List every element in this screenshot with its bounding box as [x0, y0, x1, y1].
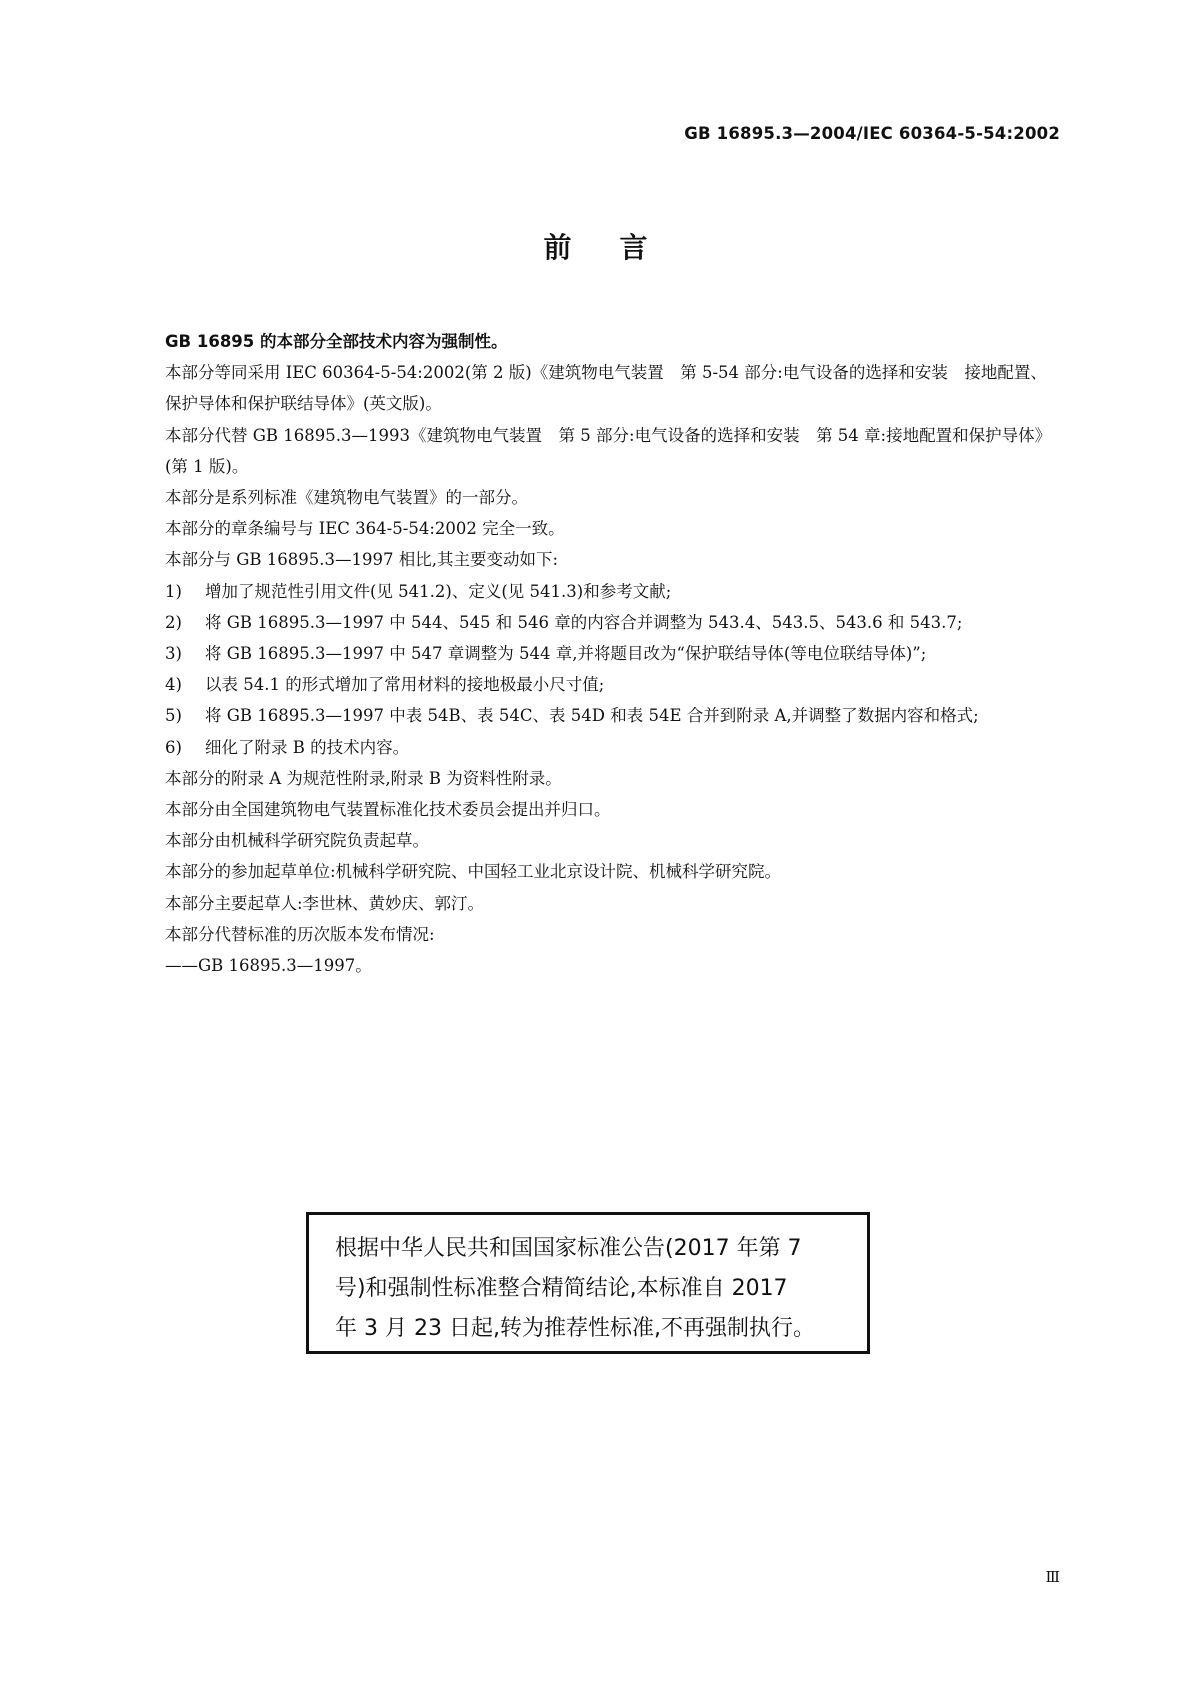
- history-item: ——GB 16895.3—1997。: [165, 956, 372, 976]
- changes-intro: 本部分与 GB 16895.3—1997 相比,其主要变动如下:: [165, 550, 559, 570]
- list-item-text: 以表 54.1 的形式增加了常用材料的接地极最小尺寸值;: [205, 675, 605, 695]
- participants-paragraph: 本部分的参加起草单位:机械科学研究院、中国轻工业北京设计院、机械科学研究院。: [165, 862, 782, 882]
- annex-paragraph: 本部分的附录 A 为规范性附录,附录 B 为资料性附录。: [165, 768, 562, 788]
- list-item-number: 5): [165, 706, 182, 726]
- list-item: [165, 732, 1063, 763]
- list-item: [165, 669, 1063, 700]
- standard-code-header: GB 16895.3—2004/IEC 60364-5-54:2002: [684, 124, 1060, 143]
- foreword-body: [165, 326, 1063, 981]
- notice-line: 号)和强制性标准整合精简结论,本标准自 2017: [335, 1276, 788, 1301]
- list-item: [165, 576, 1063, 607]
- list-item-text: 将 GB 16895.3—1997 中 547 章调整为 544 章,并将题目改为“保护联结导体(等电位联结导体)”;: [205, 644, 927, 664]
- drafter-paragraph: 本部分由机械科学研究院负责起草。: [165, 831, 429, 851]
- authors-paragraph: 本部分主要起草人:李世林、黄妙庆、郭汀。: [165, 893, 485, 913]
- mandatory-statement: GB 16895 的本部分全部技术内容为强制性。: [165, 332, 508, 351]
- notice-line: 年 3 月 23 日起,转为推荐性标准,不再强制执行。: [335, 1316, 815, 1341]
- list-item-number: 2): [165, 612, 182, 632]
- list-item-text: 将 GB 16895.3—1997 中 544、545 和 546 章的内容合并调整为 543.4、543.5、543.6 和 543.7;: [205, 612, 963, 632]
- list-item-text: 细化了附录 B 的技术内容。: [205, 737, 410, 757]
- page-title: 前言: [543, 231, 696, 264]
- list-item: [165, 700, 1063, 731]
- numbering-paragraph: 本部分的章条编号与 IEC 364-5-54:2002 完全一致。: [165, 519, 565, 539]
- list-item-text: 增加了规范性引用文件(见 541.2)、定义(见 541.3)和参考文献;: [205, 581, 672, 601]
- list-item-number: 6): [165, 737, 182, 757]
- replacement-paragraph: 本部分代替 GB 16895.3—1993《建筑物电气装置 第 5 部分:电气设备的选择和安装 第 54 章:接地配置和保护导体》(第 1 版)。: [165, 425, 1052, 476]
- list-item-number: 3): [165, 644, 182, 664]
- history-intro: 本部分代替标准的历次版本发布情况:: [165, 924, 435, 944]
- page-number: Ⅲ: [1045, 1568, 1060, 1586]
- list-item-number: 4): [165, 675, 182, 695]
- list-item: [165, 607, 1063, 638]
- list-item: [165, 638, 1063, 669]
- status-notice-box: [306, 1212, 870, 1354]
- series-paragraph: 本部分是系列标准《建筑物电气装置》的一部分。: [165, 488, 528, 508]
- list-item-text: 将 GB 16895.3—1997 中表 54B、表 54C、表 54D 和表 54E 合并到附录 A,并调整了数据内容和格式;: [205, 706, 979, 726]
- notice-line: 根据中华人民共和国国家标准公告(2017 年第 7: [335, 1236, 802, 1261]
- adoption-paragraph: 本部分等同采用 IEC 60364-5-54:2002(第 2 版)《建筑物电气装置 第 5-54 部分:电气设备的选择和安装 接地配置、保护导体和保护联结导体》(英文版)。: [165, 363, 1047, 414]
- proposer-paragraph: 本部分由全国建筑物电气装置标准化技术委员会提出并归口。: [165, 800, 611, 820]
- list-item-number: 1): [165, 581, 182, 601]
